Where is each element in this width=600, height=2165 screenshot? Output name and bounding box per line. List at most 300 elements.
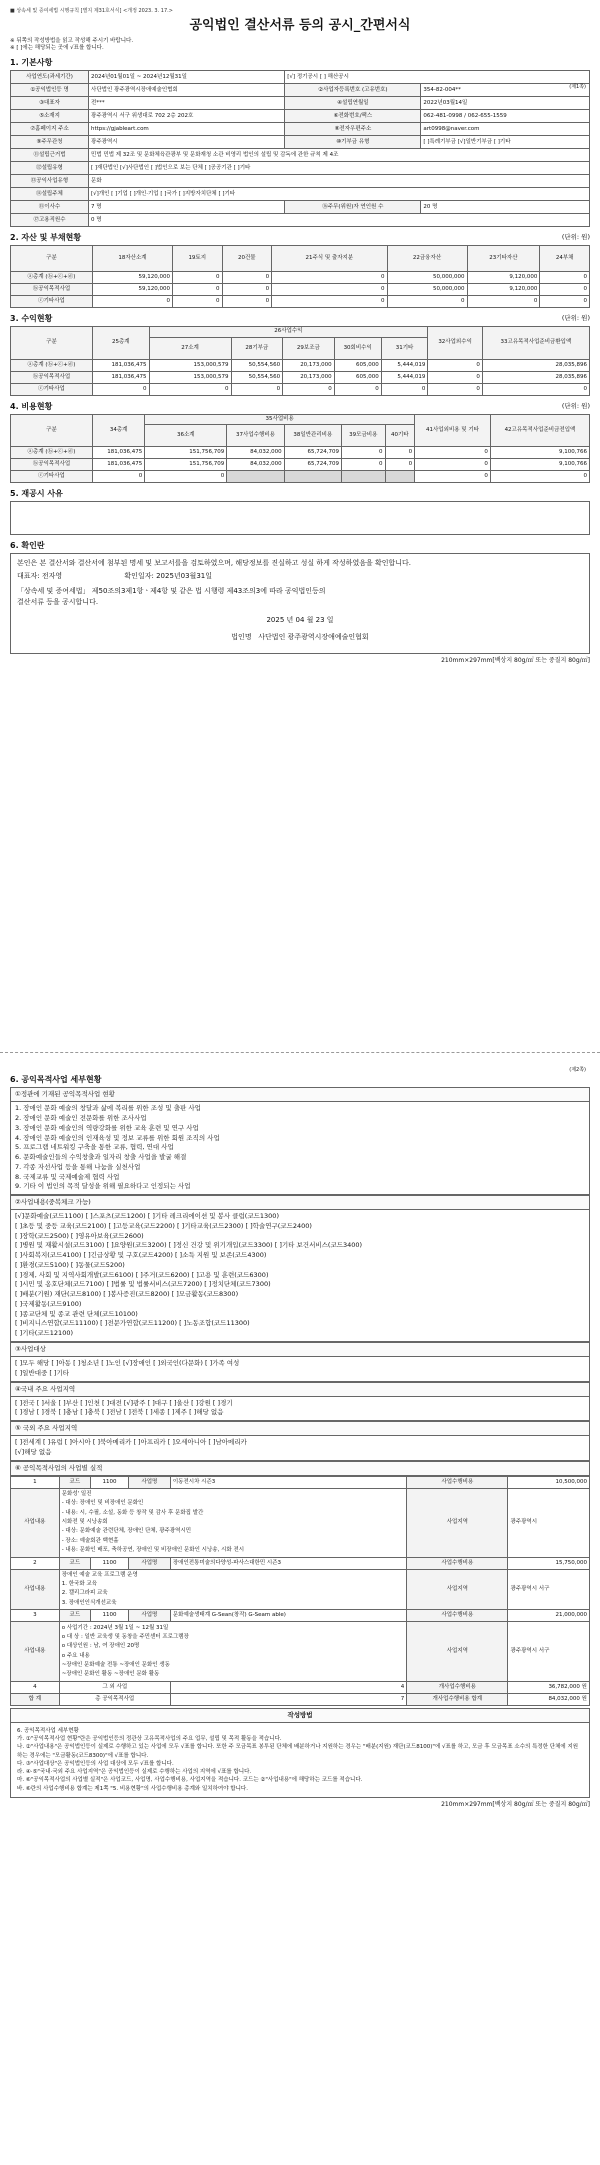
label: 개사업수행비용 합계 — [407, 1693, 508, 1705]
field-value: 354-82-004** — [421, 84, 590, 97]
value-cell: 181,036,475 — [93, 458, 145, 470]
column-header: 30회비수익 — [334, 337, 381, 359]
label: 사업지역 — [407, 1622, 508, 1681]
checkbox-line: [ ]종교단체 및 종교 관련 단체(코드10100) — [15, 1309, 138, 1318]
column-header: 25총계 — [93, 327, 150, 359]
detail-line: - 장소: 예술회관 백현홀 — [61, 1537, 119, 1544]
business-detail — [59, 1569, 407, 1610]
field-value: 2022년03월14일 — [421, 97, 590, 110]
table-row — [11, 470, 590, 482]
field-value: 민법 민법 제 32조 및 문화체육관광부 및 문화재청 소관 비영리 법인의 설립 및 감독에 관한 규칙 제 4조 — [89, 149, 590, 162]
basic-info-row — [11, 201, 590, 214]
business-code: 1100 — [90, 1610, 128, 1622]
value-cell: 65,724,709 — [284, 458, 341, 470]
field-label: 사업연도(과세기간) — [11, 71, 89, 84]
label: 사업명 — [128, 1476, 170, 1488]
field-label: ⑨주무관청 — [11, 136, 89, 149]
purpose-item: 2. 장애인 문화 예술인 전문화를 위한 조사사업 — [15, 1114, 147, 1123]
field-label: ⑦홈페이지 주소 — [11, 123, 89, 136]
business-region: 광주광역시 — [508, 1488, 590, 1557]
business-performance-table — [10, 1476, 590, 1706]
value-cell: 20,173,000 — [283, 359, 335, 371]
table-row — [11, 359, 590, 371]
section-3-title: 3. 수익현황 (단위: 원) — [10, 314, 590, 324]
business-row — [11, 1557, 590, 1569]
row-no: 4 — [11, 1681, 60, 1693]
column-header: 40기타 — [385, 424, 415, 446]
row-label: 그 외 사업 — [59, 1681, 170, 1693]
basic-info-table — [10, 70, 590, 227]
field-label: ⑧전자우편주소 — [285, 123, 421, 136]
table-row — [11, 446, 590, 458]
purpose-item: 1. 장애인 문화 예술의 창달과 삶에 복리를 위한 조성 및 출판 사업 — [15, 1104, 201, 1113]
method-line: 다. ③"사업대상"은 공익법인등의 사업 대상에 모두 √표를 합니다. — [17, 1760, 174, 1767]
value-cell: 0 — [415, 446, 491, 458]
column-header: 구분 — [11, 327, 93, 359]
value-cell: 0 — [283, 383, 335, 395]
total-desc: 총 공익목적사업 — [59, 1693, 170, 1705]
purpose-item: 7. 각종 자선사업 등을 통해 나눔을 실천사업 — [15, 1162, 141, 1171]
field-label: ⑭설립주체 — [11, 188, 89, 201]
instruction-2: ※ [ ]에는 해당되는 곳에 √표를 합니다. — [10, 45, 104, 52]
field-label: ⑩기부금 유형 — [285, 136, 421, 149]
label: 코드 — [59, 1557, 90, 1569]
q4-title: ④국내 주요 사업지역 — [10, 1382, 590, 1397]
value-cell: 0 — [172, 296, 222, 308]
purpose-item: 5. 프로그램 네트워킹 구축을 통한 교류, 협력, 연대 사업 — [15, 1143, 174, 1152]
value-cell — [342, 470, 385, 482]
label: 코드 — [59, 1476, 90, 1488]
total-row — [11, 1693, 590, 1705]
purpose-item: 8. 국제교류 및 국제예술제 협력 사업 — [15, 1172, 120, 1181]
section-4-title: 4. 비용현황 (단위: 원) — [10, 401, 590, 411]
column-header: 31기타 — [381, 337, 428, 359]
field-label: ⑯주무(위원)자 연인원 수 — [285, 201, 421, 214]
revenue-table — [10, 326, 590, 395]
field-value: art0998@naver.com — [421, 123, 590, 136]
method-line: 가. ①"공익목적사업 현황"란은 공익법인등의 정관상 고유목적사업의 주요 업무, 설립 및 목적 활동을 적습니다. — [17, 1736, 282, 1743]
column-group-header: 35사업비용 — [145, 414, 415, 424]
row-label: ⓒ기타사업 — [11, 383, 93, 395]
detail-line: - 내용: 시, 수필, 소설, 동화 등 창작 및 감사 후 문화집 발간 — [61, 1509, 204, 1516]
purpose-list — [10, 1102, 590, 1195]
value-cell: 605,000 — [334, 371, 381, 383]
value-cell: 0 — [428, 371, 483, 383]
paper-spec: 210mm×297mm[백상지 80g/㎡ 또는 중질지 80g/㎡] — [441, 656, 590, 664]
detail-line: 2. 캘리그라피 교육 — [61, 1590, 108, 1597]
value-cell: 0 — [467, 296, 540, 308]
basic-info-row — [11, 71, 590, 84]
table-row — [11, 284, 590, 296]
total-count: 7 — [170, 1693, 406, 1705]
field-value: 2024년01월01일 ~ 2024년12월31일 — [89, 71, 285, 84]
field-value: [ ]특례기부금 [√]일반기부금 [ ]기타 — [421, 136, 590, 149]
label: 개사업수행비용 — [407, 1681, 508, 1693]
value-cell: 0 — [415, 470, 491, 482]
law-text: 「상속세 및 증여세법」 제50조의3제1항ㆍ제4항 및 같은 법 시행령 제43조의3에 따라 공익법인등의 — [17, 587, 326, 596]
field-label: ⑰고용직원수 — [11, 214, 89, 227]
value-cell — [227, 470, 284, 482]
label: 사업내용 — [11, 1488, 60, 1557]
field-value: [ ]재단법인 [√]사단법인 [ ]법인으로 보는 단체 [ ]공공기관 [ ]기타 — [89, 162, 590, 175]
header-row — [11, 327, 590, 337]
detail-line: o 대상인원 : 남, 여 장애인 20명 — [61, 1643, 140, 1650]
checkbox-line: [ ]국제활동(코드9100) — [15, 1299, 82, 1308]
label: 사업수행비용 — [407, 1610, 508, 1622]
instruction-1: ※ 뒤쪽의 작성방법을 읽고 작성해 주시기 바랍니다. — [10, 37, 134, 44]
business-cost: 10,500,000 — [508, 1476, 590, 1488]
label: 사업수행비용 — [407, 1557, 508, 1569]
value-cell: 0 — [93, 470, 145, 482]
label: 코드 — [59, 1610, 90, 1622]
page-2 — [0, 1053, 600, 2165]
row-label: ⓑ공익목적사업 — [11, 371, 93, 383]
detail-line: 문화성' 일진 — [61, 1491, 92, 1497]
total-cost: 84,032,000 원 — [508, 1693, 590, 1705]
business-detail-row — [11, 1622, 590, 1681]
method-line: 나. ②"사업내용"은 공익법인등이 실제로 수행하고 있는 사업에 모두 √표를 합니다. 또한 주 모금목표 봉투된 단체에 배분하거나 지원하는 경우는 "배분(지원) 재단(코드8100)"에 √표를 하고, 모금 후 모금목표 소수의 특정한 단체에 지원하는 경우에는 "모금활동(코드8300)"에 √표를 합니다. — [17, 1744, 579, 1759]
business-detail — [59, 1488, 407, 1557]
business-row — [11, 1610, 590, 1622]
value-cell: 84,032,000 — [227, 446, 284, 458]
business-cost: 15,750,000 — [508, 1557, 590, 1569]
basic-info-row — [11, 188, 590, 201]
detail-line: o 사업기간 : 2024년 3월 1일 ~ 12월 31일 — [61, 1624, 169, 1631]
business-code: 1100 — [90, 1476, 128, 1488]
column-header: 18자산소계 — [93, 246, 173, 272]
section-5-title: 5. 재공시 사유 — [10, 488, 63, 498]
row-label: ⓒ기타사업 — [11, 470, 93, 482]
method-title: 작성방법 — [10, 1708, 590, 1723]
q1-title: ①정관에 기재된 공익목적사업 현황 — [10, 1087, 590, 1102]
value-cell — [385, 470, 415, 482]
detail-line: 장애인 예술 교육 프로그램 운영 — [61, 1571, 138, 1578]
value-cell: 0 — [428, 383, 483, 395]
page-number: (제1쪽) — [569, 84, 586, 90]
expense-table — [10, 414, 590, 483]
field-label: ④설립연월일 — [285, 97, 421, 110]
purpose-item: 9. 기타 이 법인의 목적 달성을 위해 필요하다고 인정되는 사업 — [15, 1182, 191, 1191]
form-title: 공익법인 결산서류 등의 공시_간편서식 — [189, 18, 411, 34]
value-cell: 65,724,709 — [284, 446, 341, 458]
basic-info-row — [11, 136, 590, 149]
basic-info-row — [11, 162, 590, 175]
law-text-2: 결산서류 등을 공시합니다. — [17, 598, 99, 607]
value-cell: 181,036,475 — [93, 371, 150, 383]
value-cell: 5,444,019 — [381, 371, 428, 383]
value-cell: 153,000,579 — [149, 371, 231, 383]
checkbox-line: [ ]전국 [ ]서울 [ ]부산 [ ]인천 [ ]대전 [√]광주 [ ]대구 [ ]울산 [ ]강원 [ ]경기 — [15, 1398, 233, 1407]
business-no: 1 — [11, 1476, 60, 1488]
field-value: 광주광역시 서구 위생대로 702 2층 202호 — [89, 110, 285, 123]
section-1-title: 1. 기본사항 — [10, 58, 53, 68]
column-header: 29보조금 — [283, 337, 335, 359]
checkbox-line: [ ]기타(코드12100) — [15, 1329, 74, 1338]
field-label: ⑮이사수 — [11, 201, 89, 214]
checkbox-line: [ ]경제, 사회 및 지역사회개발(코드6100) [ ]주거(코드6200) [ ]고용 및 훈련(코드6300) — [15, 1270, 269, 1279]
paper-spec-2: 210mm×297mm[백상지 80g/㎡ 또는 중질지 80g/㎡] — [441, 1800, 590, 1808]
detail-line: 1. 한국화 교육 — [61, 1581, 98, 1588]
domestic-region-list — [10, 1397, 590, 1422]
value-cell: 20,173,000 — [283, 371, 335, 383]
value-cell: 28,035,896 — [482, 371, 589, 383]
table-row — [11, 383, 590, 395]
target-list — [10, 1357, 590, 1382]
basic-info-row — [11, 149, 590, 162]
column-header: 33고유목적사업준비금환입액 — [482, 327, 589, 359]
business-cost: 21,000,000 — [508, 1610, 590, 1622]
value-cell: 153,000,579 — [149, 359, 231, 371]
section-2-title: 2. 자산 및 부채현황 (단위: 원) — [10, 233, 590, 243]
field-label: ③대표자 — [11, 97, 89, 110]
value-cell: 0 — [222, 272, 272, 284]
column-header: 32사업외수익 — [428, 327, 483, 359]
label: 사업지역 — [407, 1569, 508, 1610]
checkbox-line: [ ]비지니스연합(코드11100) [ ]전문가연합(코드11200) [ ]노동조합(코드11300) — [15, 1319, 250, 1328]
column-header: 37사업수행비용 — [227, 424, 284, 446]
field-value: 전*** — [89, 97, 285, 110]
checkbox-line: [ ]환경(코드5100) [ ]동물(코드5200) — [15, 1260, 125, 1269]
detail-line: 3. 장애인인식개선교육 — [61, 1599, 117, 1606]
value-cell: 0 — [172, 272, 222, 284]
value-cell: 50,000,000 — [387, 272, 467, 284]
representative: 전자영 — [41, 571, 63, 580]
field-label: ⑬공익사업유형 — [11, 175, 89, 188]
value-cell: 0 — [145, 470, 227, 482]
method-text — [10, 1723, 590, 1798]
row-cost: 36,782,000 원 — [508, 1681, 590, 1693]
value-cell: 50,000,000 — [387, 284, 467, 296]
value-cell: 9,120,000 — [467, 284, 540, 296]
value-cell: 181,036,475 — [93, 359, 150, 371]
checkbox-line: [ ]장학(코드2500) [ ]영유아보육(코드2600) — [15, 1231, 144, 1240]
business-row — [11, 1476, 590, 1488]
column-header: 20건물 — [222, 246, 272, 272]
value-cell: 0 — [342, 458, 385, 470]
label: 사업내용 — [11, 1569, 60, 1610]
value-cell: 0 — [415, 458, 491, 470]
business-content-list — [10, 1210, 590, 1342]
row-label: ⓑ공익목적사업 — [11, 458, 93, 470]
value-cell: 50,554,560 — [231, 371, 283, 383]
value-cell: 0 — [172, 284, 222, 296]
law-note: ■ 상속세 및 증여세법 시행규칙 [별지 제31호서식] <개정 2023. 3. 17.> — [10, 8, 173, 14]
value-cell: 0 — [272, 296, 387, 308]
field-value: 20 명 — [421, 201, 590, 214]
value-cell: 0 — [149, 383, 231, 395]
basic-info-row — [11, 97, 590, 110]
field-label: ⑫설립유형 — [11, 162, 89, 175]
business-region: 광주광역시 서구 — [508, 1622, 590, 1681]
value-cell: 0 — [334, 383, 381, 395]
value-cell: 0 — [482, 383, 589, 395]
row-label: ⓒ기타사업 — [11, 296, 93, 308]
overseas-region-list — [10, 1436, 590, 1461]
method-line: 라. ④·⑤"국내·국외 주요 사업지역"은 공익법인등이 실제로 수행하는 사업의 지역에 √표를 합니다. — [17, 1769, 252, 1776]
value-cell: 0 — [540, 272, 590, 284]
value-cell: 0 — [428, 359, 483, 371]
basic-info-row — [11, 110, 590, 123]
q2-title: ②사업내용(중복체크 가능) — [10, 1195, 590, 1210]
value-cell: 59,120,000 — [93, 272, 173, 284]
table-row — [11, 272, 590, 284]
column-header: 27소계 — [149, 337, 231, 359]
row-count: 4 — [170, 1681, 406, 1693]
basic-info-row — [11, 175, 590, 188]
column-header: 23기타자산 — [467, 246, 540, 272]
confirm-text: 본인은 본 결산서와 결산서에 첨부된 명세 및 보고서를을 검토하였으며, 해당정보를 진실하고 성실 하게 작성하였음을 확인합니다. — [17, 558, 411, 567]
header-row — [11, 246, 590, 272]
basic-info-row — [11, 84, 590, 97]
label: 사업명 — [128, 1610, 170, 1622]
business-name: 이동전시차 시즌3 — [170, 1476, 406, 1488]
value-cell: 0 — [540, 296, 590, 308]
checkbox-line: [ ]경남 [ ]경북 [ ]충남 [ ]충북 [ ]전남 [ ]전북 [ ]세종 [ ]제주 [ ]해당 없음 — [15, 1408, 224, 1417]
value-cell: 50,554,560 — [231, 359, 283, 371]
value-cell: 0 — [222, 296, 272, 308]
value-cell: 0 — [272, 284, 387, 296]
row-label: ⓐ총계 (ⓑ+ⓒ+ⓓ) — [11, 359, 93, 371]
label: 사업지역 — [407, 1488, 508, 1557]
business-detail — [59, 1622, 407, 1681]
page-1 — [0, 0, 600, 1053]
confirm-signers: 대표자: 전자영 확인일자: 2025년03월31일 — [17, 571, 212, 580]
field-value: [√] 정기공시 [ ] 해산공시 — [285, 71, 590, 84]
column-header: 42고유목적사업준비금전입액 — [490, 414, 589, 446]
row-label: ⓐ총계 (ⓑ+ⓒ+ⓓ) — [11, 446, 93, 458]
method-line: 6. 공익목적사업 세부현황 — [17, 1727, 79, 1734]
value-cell: 151,756,709 — [145, 458, 227, 470]
business-detail-row — [11, 1488, 590, 1557]
column-header: 36소계 — [145, 424, 227, 446]
checkbox-line: [ ]사회복지(코드4100) [ ]긴급상황 및 구호(코드4200) [ ]소득 지원 및 보존(코드4300) — [15, 1251, 267, 1260]
asset-table — [10, 245, 590, 308]
detail-line: ~장애인 문화예술 전통 ~장애인 문화인 생동 — [61, 1661, 170, 1668]
purpose-item: 4. 장애인 문화 예술인의 인재육성 및 정보 교류를 위한 회원 조직의 사업 — [15, 1133, 220, 1142]
field-value: 062-481-0998 / 062-655-1559 — [421, 110, 590, 123]
value-cell — [284, 470, 341, 482]
value-cell: 0 — [93, 296, 173, 308]
checkbox-line: [ ]초등 및 중등 교육(코드2100) [ ]고등교육(코드2200) [ ]기타교육(코드2300) [ ]학술연구(코드2400) — [15, 1221, 312, 1230]
sign-org: 법인명 사단법인 광주광역시장애예술인협회 — [231, 632, 369, 641]
field-value: 문화 — [89, 175, 590, 188]
q6-title: ⑥ 공익목적사업의 사업별 실적 — [10, 1461, 590, 1476]
value-cell: 84,032,000 — [227, 458, 284, 470]
other-business-row — [11, 1681, 590, 1693]
detail-line: - 대상: 장애인 및 비장애인 문화인 — [61, 1500, 144, 1507]
checkbox-line: [ ]병원 및 재활시설(코드3100) [ ]요양원(코드3200) [ ]정신 건강 및 위기개입(코드3300) [ ]기타 보건서비스(코드3400) — [15, 1241, 363, 1250]
value-cell: 9,100,766 — [490, 446, 589, 458]
header-row — [11, 414, 590, 424]
column-header: 41사업외비용 및 기타 — [415, 414, 491, 446]
recheck-reason-box — [10, 501, 590, 535]
value-cell: 0 — [342, 446, 385, 458]
checkbox-line: [ ]전세계 [ ]유럽 [ ]아시아 [ ]북아메리카 [ ]아프리카 [ ]오세아니아 [ ]남아메리카 — [15, 1438, 247, 1447]
method-line: 마. ⑥"공익목적사업의 사업별 실적"은 사업코드, 사업명, 사업수행비용, 사업지역을 적습니다. 코드는 ②"사업내용"에 해당하는 코드를 적습니다. — [17, 1777, 363, 1784]
value-cell: 0 — [490, 470, 589, 482]
detail-line: - 대상: 문화예술 관련단체, 장애인 단체, 광주광역시민 — [61, 1528, 192, 1535]
field-value: https://gjableart.com — [89, 123, 285, 136]
field-value: 사단법인 광주광역시장애예술인협회 — [89, 84, 285, 97]
label: 사업명 — [128, 1557, 170, 1569]
basic-info-row — [11, 214, 590, 227]
value-cell: 605,000 — [334, 359, 381, 371]
checkbox-line: [ ]일반대중 [ ]기타 — [15, 1368, 70, 1377]
value-cell: 0 — [272, 272, 387, 284]
basic-info-row — [11, 123, 590, 136]
field-value: [√]개인 [ ]기업 [ ]개인·기업 [ ]국가 [ ]지방자치단체 [ ]기타 — [89, 188, 590, 201]
field-label: ⑪설립근거법 — [11, 149, 89, 162]
table-row — [11, 296, 590, 308]
table-row — [11, 458, 590, 470]
sign-date: 2025 년 04 월 23 일 — [266, 615, 334, 624]
column-group-header: 26사업수익 — [149, 327, 428, 337]
field-label: ⑤소재지 — [11, 110, 89, 123]
value-cell: 0 — [231, 383, 283, 395]
column-header: 19토지 — [172, 246, 222, 272]
field-value: 0 명 — [89, 214, 590, 227]
field-label: ①공익법인등 명 — [11, 84, 89, 97]
label: 사업수행비용 — [407, 1476, 508, 1488]
detail-line: o 주요 내용 — [61, 1652, 90, 1659]
total-label: 합 계 — [11, 1693, 60, 1705]
detail-line: 시화전 및 시낭송회 — [61, 1519, 108, 1526]
purpose-item: 6. 문화예술인들의 수익창출과 일자리 창출 사업을 발굴 해결 — [15, 1153, 187, 1162]
value-cell: 0 — [93, 383, 150, 395]
label: 사업내용 — [11, 1622, 60, 1681]
field-label: ⑥전화번호/팩스 — [285, 110, 421, 123]
value-cell: 0 — [540, 284, 590, 296]
column-header: 24부채 — [540, 246, 590, 272]
checkbox-line: [ ]시민 및 옹호단체(코드7100) [ ]법률 및 법률서비스(코드7200) [ ]정치단체(코드7300) — [15, 1280, 271, 1289]
field-label: ②사업자등록번호 (고유번호) — [285, 84, 421, 97]
page-number-2: (제2쪽) — [569, 1067, 586, 1073]
checkbox-line: [ ]모두 해당 [ ]아동 [ ]청소년 [ ]노인 [√]장애인 [ ]외국인(다문화) [ ]가족 여성 — [15, 1359, 240, 1368]
column-header: 38일반관리비용 — [284, 424, 341, 446]
value-cell: 28,035,896 — [482, 359, 589, 371]
value-cell: 0 — [381, 383, 428, 395]
field-value: 광주광역시 — [89, 136, 285, 149]
confirmation-box — [10, 553, 590, 654]
detail-line: ~장애인 문화인 활동 ~장애인 문화 활동 — [61, 1671, 160, 1678]
checkbox-line: [√]문화예술(코드1100) [ ]스포츠(코드1200) [ ]기타 레크리에이션 및 봉사 클럽(코드1300) — [15, 1212, 279, 1221]
business-detail-row — [11, 1569, 590, 1610]
column-header: 구분 — [11, 414, 93, 446]
q3-title: ③사업대상 — [10, 1342, 590, 1357]
business-code: 1100 — [90, 1557, 128, 1569]
business-region: 광주광역시 서구 — [508, 1569, 590, 1610]
field-value: 7 명 — [89, 201, 285, 214]
value-cell: 9,120,000 — [467, 272, 540, 284]
value-cell: 0 — [385, 458, 415, 470]
column-header: 21주식 및 출자지분 — [272, 246, 387, 272]
value-cell: 0 — [385, 446, 415, 458]
value-cell: 5,444,019 — [381, 359, 428, 371]
business-name: 장애인전통미술의다양성-파사스대한민 시즌3 — [170, 1557, 406, 1569]
value-cell: 151,756,709 — [145, 446, 227, 458]
table-row — [11, 371, 590, 383]
checkbox-line: [√]해당 없음 — [15, 1447, 52, 1456]
value-cell: 0 — [387, 296, 467, 308]
value-cell: 9,100,766 — [490, 458, 589, 470]
row-label: ⓐ총계 (ⓑ+ⓒ+ⓓ) — [11, 272, 93, 284]
confirm-date: 2025년03월31일 — [156, 571, 212, 580]
checkbox-line: [ ]배분(기원) 재단(코드8100) [ ]봉사증진(코드8200) [ ]모금활동(코드8300) — [15, 1290, 239, 1299]
section-6-confirm-title: 6. 확인란 — [10, 540, 45, 550]
business-name: 문화예술생태계 G-Sean(창작) G-Seam able) — [170, 1610, 406, 1622]
value-cell: 59,120,000 — [93, 284, 173, 296]
column-header: 28기부금 — [231, 337, 283, 359]
